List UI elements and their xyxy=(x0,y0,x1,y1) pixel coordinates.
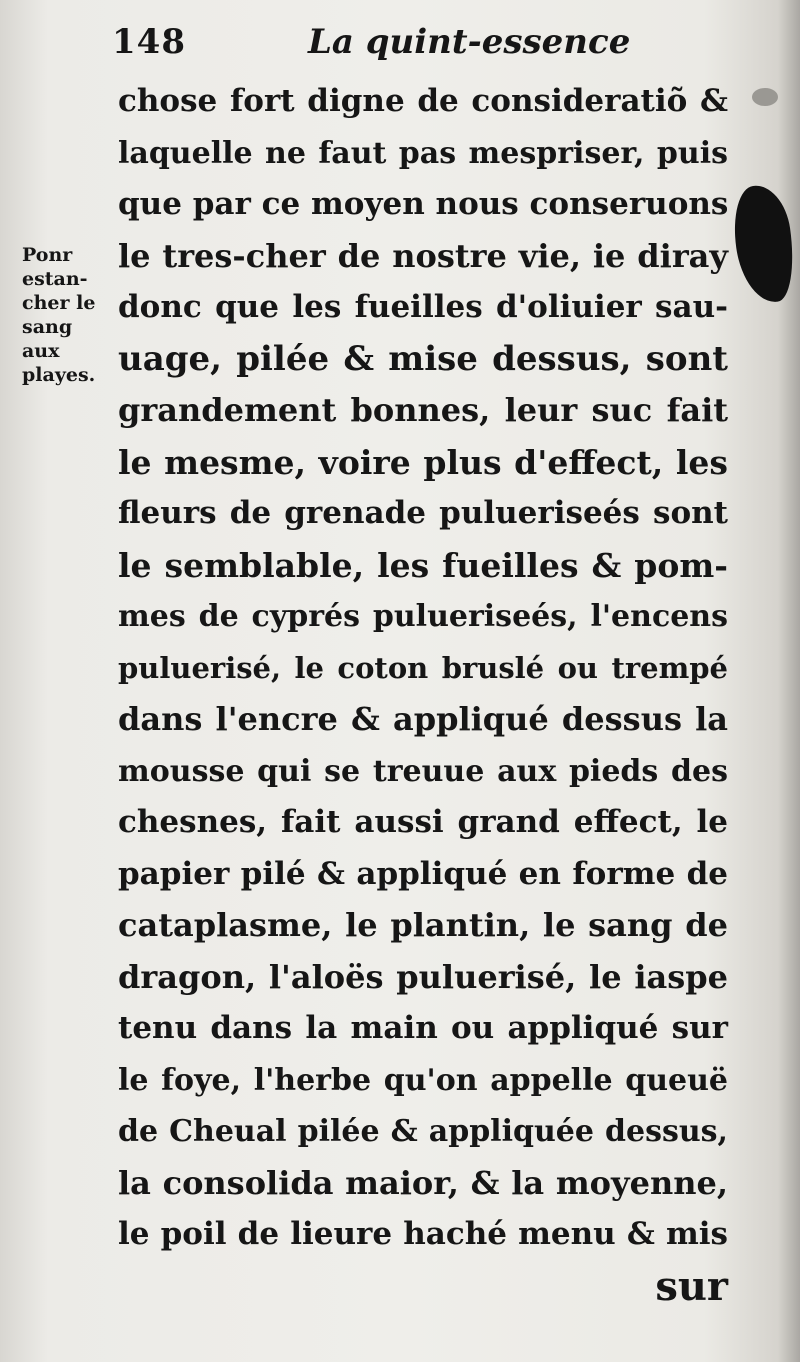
text-line: dragon, l'aloës puluerisé, le iaspe xyxy=(118,957,728,996)
text-line: le mesme, voire plus d'effect, les xyxy=(118,442,728,482)
marginal-note-line: playes. xyxy=(22,364,96,386)
text-line: cataplasme, le plantin, le sang de xyxy=(118,906,728,944)
text-line: tenu dans la main ou appliqué sur xyxy=(118,1010,728,1046)
text-line: mes de cyprés pulueriseés, l'encens xyxy=(118,599,728,634)
text-line: fleurs de grenade pulueriseés sont xyxy=(118,495,728,531)
running-head: La quint-essence xyxy=(308,22,631,62)
marginal-note-line: aux xyxy=(22,340,60,362)
text-line: le semblable, les fueilles & pom- xyxy=(118,545,728,585)
text-line: uage, pilée & mise dessus, sont xyxy=(118,338,728,379)
marginal-note-line: cher le xyxy=(22,292,96,314)
text-line: le poil de lieure haché menu & mis xyxy=(118,1216,728,1252)
marginal-note-line: Ponr xyxy=(22,244,73,266)
text-line: papier pilé & appliqué en forme de xyxy=(118,855,728,892)
text-line: de Cheual pilée & appliquée dessus, xyxy=(118,1114,728,1149)
catchword: sur xyxy=(655,1262,728,1310)
marginal-note-line: sang xyxy=(22,316,73,338)
page-number: 148 xyxy=(112,22,186,62)
text-line: grandement bonnes, leur suc fait xyxy=(118,391,728,429)
text-line: donc que les fueilles d'oliuier sau- xyxy=(118,289,728,325)
marginal-note-line: estan- xyxy=(22,268,88,290)
text-line: dans l'encre & appliqué dessus la xyxy=(118,700,728,738)
text-line: laquelle ne faut pas mespriser, puis xyxy=(118,135,728,171)
text-line: le foye, l'herbe qu'on appelle queuë xyxy=(118,1062,728,1098)
text-line: la consolida maior, & la moyenne, xyxy=(118,1163,728,1202)
text-line: chose fort digne de consideratiõ & xyxy=(118,83,728,119)
page-header xyxy=(112,22,672,72)
marginal-note xyxy=(22,243,112,387)
text-line: mousse qui se treuue aux pieds des xyxy=(118,753,728,789)
text-line: puluerisé, le coton bruslé ou trempé xyxy=(118,650,728,685)
text-line: le tres-cher de nostre vie, ie diray xyxy=(118,236,728,275)
text-line: que par ce moyen nous conseruons xyxy=(118,186,729,222)
body-text xyxy=(118,76,728,1312)
text-line: chesnes, fait aussi grand effect, le xyxy=(118,804,728,840)
paper-stain xyxy=(752,88,778,106)
